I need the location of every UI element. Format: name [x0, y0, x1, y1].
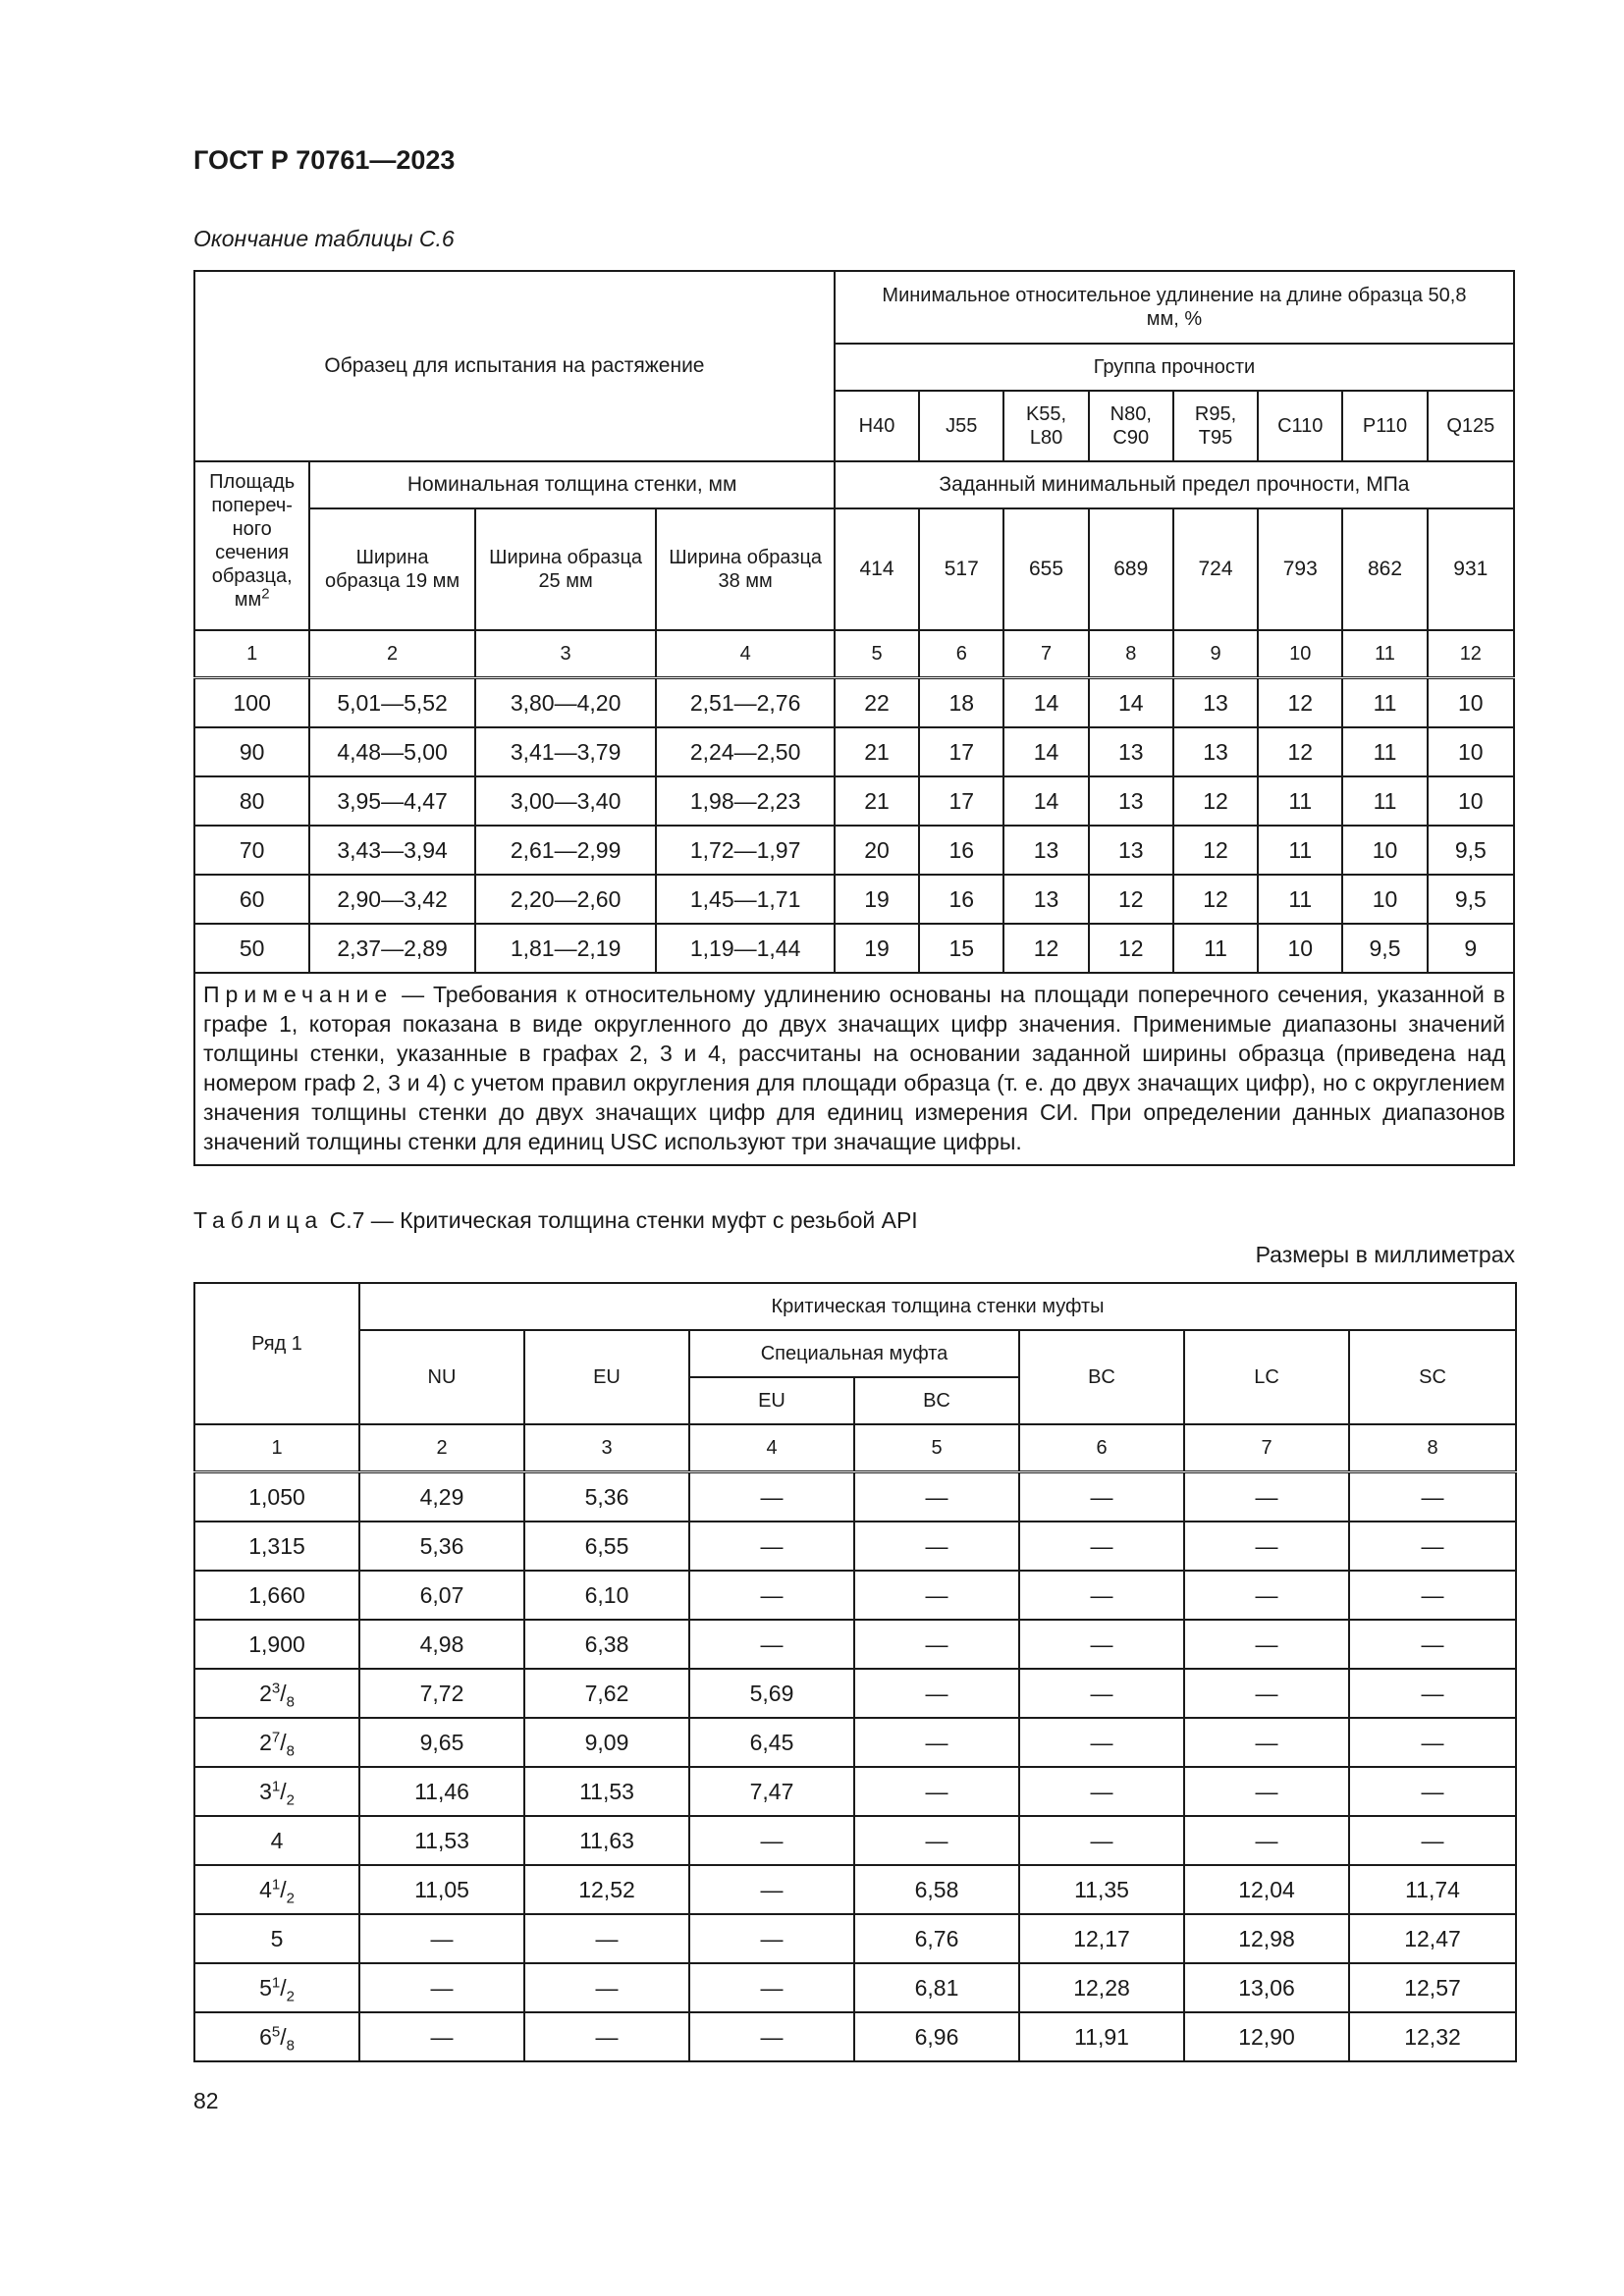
size-whole: 1,315: [248, 1532, 305, 1559]
grade-header: J55: [919, 391, 1003, 461]
table-cell: —: [854, 1816, 1019, 1865]
table-cell: 4,29: [359, 1472, 524, 1522]
width-header: Ширина образца 19 мм: [309, 508, 474, 630]
table-cell: 12: [1003, 924, 1088, 973]
table-cell: —: [359, 1914, 524, 1963]
table-row: [194, 875, 1514, 924]
table-cell: 12,90: [1184, 2012, 1349, 2061]
table-row: [194, 1816, 1516, 1865]
strength-value: 862: [1342, 508, 1427, 630]
table-cell: 3,00—3,40: [475, 776, 657, 826]
table-cell: 12: [1089, 924, 1173, 973]
row-series-header: Ряд 1: [194, 1283, 359, 1424]
table-cell: 12: [1173, 875, 1258, 924]
column-number: 3: [524, 1424, 689, 1472]
table-cell: 9: [1428, 924, 1514, 973]
table-row: [194, 1620, 1516, 1669]
table-cell: 3,95—4,47: [309, 776, 474, 826]
table-row: [194, 1669, 1516, 1718]
grade-header: P110: [1342, 391, 1427, 461]
strength-value: 793: [1258, 508, 1342, 630]
table-cell: 11,53: [524, 1767, 689, 1816]
table-cell: 17: [919, 727, 1003, 776]
row-size: [194, 1914, 359, 1963]
size-whole: 4: [259, 1876, 272, 1902]
table-row: [194, 1963, 1516, 2012]
column-number: 1: [194, 1424, 359, 1472]
table-cell: 11: [1258, 875, 1342, 924]
size-numerator: 5: [271, 2022, 281, 2040]
table-cell: —: [359, 1963, 524, 2012]
table-cell: —: [689, 1522, 854, 1571]
grade-header: R95, T95: [1173, 391, 1258, 461]
table-cell: 12,04: [1184, 1865, 1349, 1914]
table-cell: 7,72: [359, 1669, 524, 1718]
size-whole: 3: [259, 1778, 272, 1804]
table-cell: 13: [1003, 826, 1088, 875]
table-cell: —: [854, 1620, 1019, 1669]
column-number: 6: [1019, 1424, 1184, 1472]
column-number: 12: [1428, 630, 1514, 678]
table-cell: 14: [1089, 678, 1173, 728]
table-cell: 20: [835, 826, 919, 875]
table-cell: 13: [1003, 875, 1088, 924]
strength-value: 931: [1428, 508, 1514, 630]
table-cell: 13: [1089, 826, 1173, 875]
table-cell: —: [689, 1963, 854, 2012]
size-denominator: 2: [286, 1988, 295, 2005]
column-number: 2: [309, 630, 474, 678]
table-cell: —: [1349, 1718, 1516, 1767]
table-cell: 12,32: [1349, 2012, 1516, 2061]
size-whole: 6: [259, 2023, 272, 2050]
table-cell: 11,05: [359, 1865, 524, 1914]
row-size: $4^1/_2$: [194, 1865, 359, 1914]
table-cell: 19: [835, 924, 919, 973]
table-cell: 15: [919, 924, 1003, 973]
table-cell: 14: [1003, 776, 1088, 826]
table-cell: 1,19—1,44: [656, 924, 835, 973]
table-cell: —: [689, 1914, 854, 1963]
table-cell: 90: [194, 727, 309, 776]
table-cell: 10: [1258, 924, 1342, 973]
table-cell: —: [854, 1718, 1019, 1767]
table-cell: 11: [1258, 776, 1342, 826]
table-cell: 13: [1089, 776, 1173, 826]
table-cell: 1,98—2,23: [656, 776, 835, 826]
table-c7-caption: Таблица С.7 — Критическая толщина стенки муфт с резьбой API: [193, 1207, 918, 1233]
table-cell: 3,80—4,20: [475, 678, 657, 728]
strength-value: 414: [835, 508, 919, 630]
table-cell: —: [1019, 1816, 1184, 1865]
table-cell: 12,57: [1349, 1963, 1516, 2012]
size-denominator: 8: [286, 2037, 295, 2055]
table-cell: —: [1184, 1522, 1349, 1571]
table-cell: —: [524, 2012, 689, 2061]
document-header: ГОСТ Р 70761—2023: [193, 145, 456, 175]
nu-header: NU: [359, 1330, 524, 1424]
table-cell: 6,58: [854, 1865, 1019, 1914]
column-number: 8: [1089, 630, 1173, 678]
table-cell: 6,55: [524, 1522, 689, 1571]
min-elongation-header: Минимальное относительное удлинение на длине образца 50,8 мм, %: [835, 271, 1514, 344]
strength-value: 724: [1173, 508, 1258, 630]
column-number: 4: [689, 1424, 854, 1472]
table-cell: 10: [1428, 727, 1514, 776]
grade-header: K55, L80: [1003, 391, 1088, 461]
page-number: 82: [193, 2088, 219, 2113]
table-cell: —: [1184, 1767, 1349, 1816]
table-cell: 6,76: [854, 1914, 1019, 1963]
table-row: [194, 826, 1514, 875]
table-cell: —: [1184, 1816, 1349, 1865]
special-coupling-header: Специальная муфта: [689, 1330, 1019, 1377]
table-cell: 70: [194, 826, 309, 875]
table-cell: 11: [1173, 924, 1258, 973]
table-cell: 12,28: [1019, 1963, 1184, 2012]
size-whole: 1,660: [248, 1581, 305, 1608]
column-number: 7: [1003, 630, 1088, 678]
table-row: [194, 1522, 1516, 1571]
table-cell: —: [1349, 1767, 1516, 1816]
table-cell: —: [1349, 1472, 1516, 1522]
table-row: [194, 1571, 1516, 1620]
table-cell: —: [854, 1767, 1019, 1816]
row-size: [194, 1522, 359, 1571]
special-eu-header: EU: [689, 1377, 854, 1424]
table-cell: —: [1184, 1571, 1349, 1620]
table-cell: 6,81: [854, 1963, 1019, 2012]
column-number: 10: [1258, 630, 1342, 678]
table-cell: 7,47: [689, 1767, 854, 1816]
table-cell: 2,37—2,89: [309, 924, 474, 973]
row-size: $2^7/_8$: [194, 1718, 359, 1767]
column-number: 6: [919, 630, 1003, 678]
table-cell: 11: [1342, 678, 1427, 728]
table-cell: —: [689, 1472, 854, 1522]
table-note: [194, 973, 1514, 1165]
table-cell: —: [854, 1522, 1019, 1571]
table-cell: 14: [1003, 727, 1088, 776]
table-cell: —: [689, 1620, 854, 1669]
column-number: 3: [475, 630, 657, 678]
table-cell: 9,5: [1428, 875, 1514, 924]
bc-header: BC: [1019, 1330, 1184, 1424]
size-whole: 4: [270, 1827, 284, 1853]
eu-header: EU: [524, 1330, 689, 1424]
table-cell: 19: [835, 875, 919, 924]
table-cell: 17: [919, 776, 1003, 826]
table-cell: 5,69: [689, 1669, 854, 1718]
size-whole: 2: [259, 1729, 272, 1755]
table-cell: 7,62: [524, 1669, 689, 1718]
table-cell: 12: [1258, 727, 1342, 776]
table-cell: —: [689, 1571, 854, 1620]
table-cell: 4,98: [359, 1620, 524, 1669]
table-cell: —: [1349, 1571, 1516, 1620]
table-cell: 12,98: [1184, 1914, 1349, 1963]
column-number: 5: [835, 630, 919, 678]
table-cell: —: [1019, 1620, 1184, 1669]
table-cell: 3,41—3,79: [475, 727, 657, 776]
sc-header: SC: [1349, 1330, 1516, 1424]
table-cell: 2,24—2,50: [656, 727, 835, 776]
coupling-wall-table: [193, 1282, 1517, 2062]
size-whole: 1,900: [248, 1630, 305, 1657]
table-cell: —: [1019, 1472, 1184, 1522]
table-cell: 9,5: [1342, 924, 1427, 973]
table-row: [194, 678, 1514, 728]
table-cell: 3,43—3,94: [309, 826, 474, 875]
table-cell: 10: [1428, 776, 1514, 826]
column-number: 9: [1173, 630, 1258, 678]
table-cell: —: [1184, 1620, 1349, 1669]
table-cell: 12,17: [1019, 1914, 1184, 1963]
table-cell: 10: [1342, 826, 1427, 875]
row-size: $6^5/_8$: [194, 2012, 359, 2061]
table-cell: 2,20—2,60: [475, 875, 657, 924]
table-cell: 6,45: [689, 1718, 854, 1767]
table-cell: 1,72—1,97: [656, 826, 835, 875]
table-cell: —: [1349, 1620, 1516, 1669]
row-size: [194, 1620, 359, 1669]
lc-header: LC: [1184, 1330, 1349, 1424]
grade-header: Q125: [1428, 391, 1514, 461]
table-cell: 11: [1258, 826, 1342, 875]
table-cell: —: [689, 1816, 854, 1865]
grade-header: C110: [1258, 391, 1342, 461]
table-cell: 2,61—2,99: [475, 826, 657, 875]
table-cell: —: [1349, 1816, 1516, 1865]
specimen-header: Образец для испытания на растяжение: [194, 271, 835, 461]
column-number: 2: [359, 1424, 524, 1472]
table-cell: —: [1184, 1718, 1349, 1767]
strength-value: 517: [919, 508, 1003, 630]
column-number: 5: [854, 1424, 1019, 1472]
table-cell: 50: [194, 924, 309, 973]
table-cell: —: [689, 2012, 854, 2061]
table-cell: 2,90—3,42: [309, 875, 474, 924]
table-cell: —: [1184, 1472, 1349, 1522]
table-cell: —: [1019, 1522, 1184, 1571]
table-cell: 13: [1089, 727, 1173, 776]
table-cell: 13: [1173, 678, 1258, 728]
row-size: [194, 1816, 359, 1865]
strength-group-header: Группа прочности: [835, 344, 1514, 391]
units-note: Размеры в миллиметрах: [1255, 1242, 1515, 1267]
width-header: Ширина образца 25 мм: [475, 508, 657, 630]
critical-thickness-header: Критическая толщина стенки муфты: [359, 1283, 1516, 1330]
size-whole: 5: [259, 1974, 272, 2001]
size-numerator: 1: [271, 1777, 281, 1794]
table-cell: 12: [1089, 875, 1173, 924]
table-cell: —: [1019, 1718, 1184, 1767]
table-cell: 12: [1173, 826, 1258, 875]
column-number: 4: [656, 630, 835, 678]
table-cell: 12,52: [524, 1865, 689, 1914]
table-cell: —: [1349, 1669, 1516, 1718]
table-row: [194, 1718, 1516, 1767]
row-size: [194, 1571, 359, 1620]
strength-value: 655: [1003, 508, 1088, 630]
table-cell: 1,81—2,19: [475, 924, 657, 973]
table-cell: 13,06: [1184, 1963, 1349, 2012]
size-denominator: 2: [286, 1890, 295, 1907]
table-cell: 11: [1342, 776, 1427, 826]
table-row: [194, 924, 1514, 973]
table-cell: 16: [919, 875, 1003, 924]
table-cell: 11,46: [359, 1767, 524, 1816]
table-cell: 18: [919, 678, 1003, 728]
table-cell: 5,01—5,52: [309, 678, 474, 728]
strength-value: 689: [1089, 508, 1173, 630]
table-continuation-caption: Окончание таблицы С.6: [193, 226, 455, 251]
table-cell: 10: [1428, 678, 1514, 728]
row-size: $3^1/_2$: [194, 1767, 359, 1816]
table-row: [194, 1865, 1516, 1914]
row-size: $2^3/_8$: [194, 1669, 359, 1718]
note-text: — Требования к относительному удлинению основаны на площади поперечного сечения, указанной в графе 1, которая показана в виде округленного до двух значащих цифр значения. Применимые диапазоны значений толщины стенки, указанные в графах 2, 3 и 4, рассчитаны на основании заданной ширины образца (приведена над номером граф 2, 3 и 4) с учетом правил округления для площади образца (т. е. до двух значащих цифр), но с округлением значения толщины стенки до двух значащих цифр для единиц измерения СИ. При определении данных диапазонов значений толщины стенки для единиц USC используют три значащие цифры.: [203, 982, 1505, 1154]
special-bc-header: BC: [854, 1377, 1019, 1424]
column-number: 1: [194, 630, 309, 678]
row-size: $5^1/_2$: [194, 1963, 359, 2012]
table-cell: —: [854, 1472, 1019, 1522]
table-cell: 13: [1173, 727, 1258, 776]
width-header: Ширина образца 38 мм: [656, 508, 835, 630]
table-row: [194, 2012, 1516, 2061]
table-row: [194, 1767, 1516, 1816]
table-cell: 12,47: [1349, 1914, 1516, 1963]
table-cell: 6,07: [359, 1571, 524, 1620]
grade-header: H40: [835, 391, 919, 461]
table-cell: 9,65: [359, 1718, 524, 1767]
table-cell: 21: [835, 776, 919, 826]
table-cell: —: [1019, 1571, 1184, 1620]
table-cell: 100: [194, 678, 309, 728]
table-cell: —: [1019, 1669, 1184, 1718]
row-size: [194, 1472, 359, 1522]
table-cell: 5,36: [524, 1472, 689, 1522]
table-cell: 11,53: [359, 1816, 524, 1865]
table-cell: 80: [194, 776, 309, 826]
size-whole: 2: [259, 1680, 272, 1706]
table-cell: 10: [1342, 875, 1427, 924]
elongation-table: [193, 270, 1515, 1166]
table-cell: 2,51—2,76: [656, 678, 835, 728]
table-cell: —: [1184, 1669, 1349, 1718]
table-cell: 11,35: [1019, 1865, 1184, 1914]
table-cell: 11,74: [1349, 1865, 1516, 1914]
tensile-strength-header: Заданный минимальный предел прочности, МПа: [835, 461, 1514, 508]
size-denominator: 8: [286, 1693, 295, 1711]
column-number: 8: [1349, 1424, 1516, 1472]
table-cell: 5,36: [359, 1522, 524, 1571]
size-whole: 1,050: [248, 1483, 305, 1510]
table-cell: 22: [835, 678, 919, 728]
column-number: 7: [1184, 1424, 1349, 1472]
table-cell: —: [359, 2012, 524, 2061]
table-cell: 4,48—5,00: [309, 727, 474, 776]
note-label: Примечание: [203, 982, 394, 1007]
table-cell: 6,96: [854, 2012, 1019, 2061]
table-cell: 21: [835, 727, 919, 776]
table-cell: —: [524, 1963, 689, 2012]
table-cell: 60: [194, 875, 309, 924]
table-cell: —: [1019, 1767, 1184, 1816]
table-cell: 9,09: [524, 1718, 689, 1767]
grade-header: N80, C90: [1089, 391, 1173, 461]
table-cell: 11: [1342, 727, 1427, 776]
table-cell: —: [854, 1669, 1019, 1718]
table-row: [194, 1914, 1516, 1963]
size-numerator: 1: [271, 1973, 281, 1991]
table-cell: 11,63: [524, 1816, 689, 1865]
table-cell: —: [1349, 1522, 1516, 1571]
table-cell: 1,45—1,71: [656, 875, 835, 924]
nominal-wall-header: Номинальная толщина стенки, мм: [309, 461, 835, 508]
size-numerator: 7: [271, 1728, 281, 1745]
size-whole: 5: [270, 1925, 284, 1951]
table-cell: 6,10: [524, 1571, 689, 1620]
table-cell: 11,91: [1019, 2012, 1184, 2061]
table-row: [194, 776, 1514, 826]
size-denominator: 8: [286, 1742, 295, 1760]
column-number: 11: [1342, 630, 1427, 678]
table-cell: 9,5: [1428, 826, 1514, 875]
size-numerator: 3: [271, 1679, 281, 1696]
table-cell: —: [524, 1914, 689, 1963]
table-cell: 6,38: [524, 1620, 689, 1669]
table-cell: 16: [919, 826, 1003, 875]
table-cell: 12: [1258, 678, 1342, 728]
table-row: [194, 1472, 1516, 1522]
size-denominator: 2: [286, 1791, 295, 1809]
size-numerator: 1: [271, 1875, 281, 1893]
table-cell: —: [854, 1571, 1019, 1620]
table-cell: 12: [1173, 776, 1258, 826]
area-header: Площадь попереч-ного сечения образца, $мм^2$: [194, 461, 309, 630]
table-cell: 14: [1003, 678, 1088, 728]
table-row: [194, 727, 1514, 776]
table-cell: —: [689, 1865, 854, 1914]
